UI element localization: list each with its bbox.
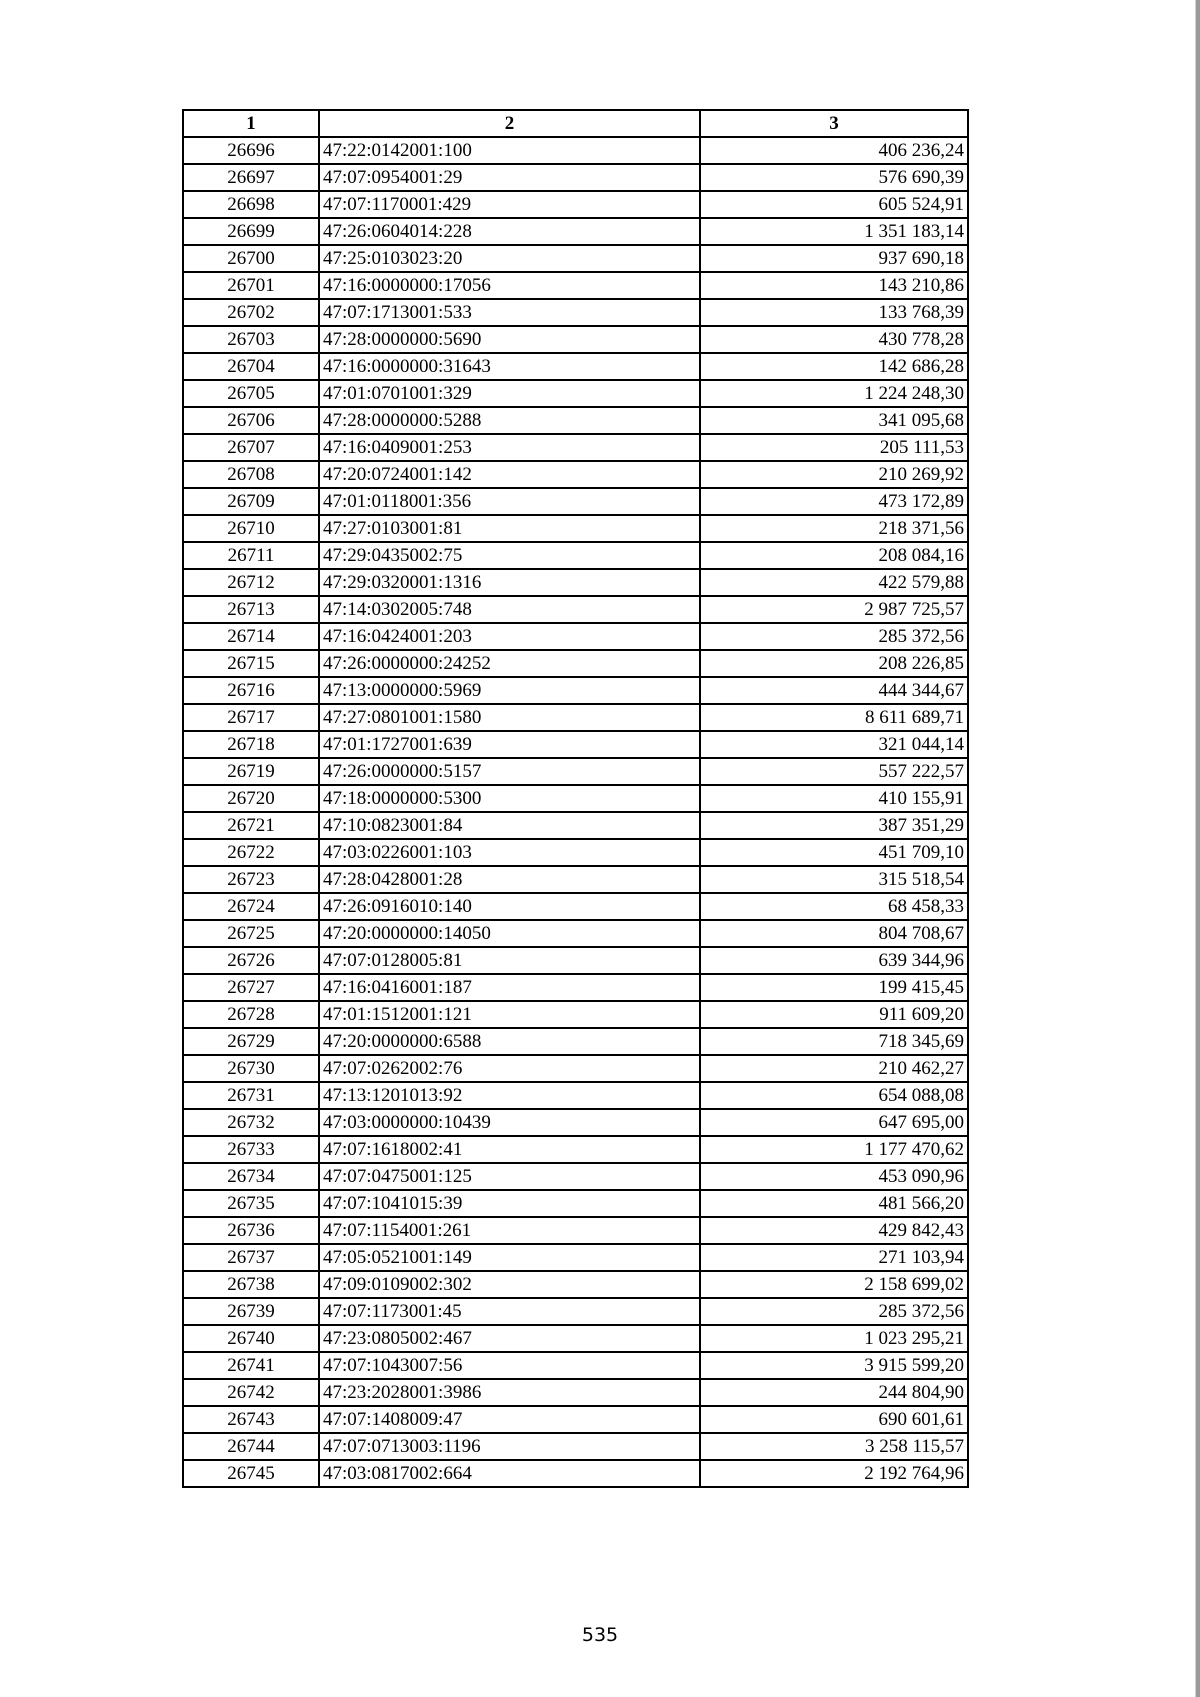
table-row (183, 272, 968, 299)
table-row (183, 353, 968, 380)
row-number-cell: 26725 (183, 920, 319, 947)
cadastral-number-cell: 47:20:0000000:14050 (319, 920, 700, 947)
cadastral-number-cell: 47:29:0435002:75 (319, 542, 700, 569)
value-cell: 430 778,28 (700, 326, 968, 353)
table-header-row (183, 110, 968, 137)
table-row (183, 866, 968, 893)
value-cell: 2 192 764,96 (700, 1460, 968, 1487)
table-row (183, 650, 968, 677)
cadastral-number-cell: 47:13:1201013:92 (319, 1082, 700, 1109)
row-number-cell: 26745 (183, 1460, 319, 1487)
table-row (183, 1406, 968, 1433)
row-number-cell: 26696 (183, 137, 319, 164)
value-cell: 690 601,61 (700, 1406, 968, 1433)
row-number-cell: 26697 (183, 164, 319, 191)
value-cell: 142 686,28 (700, 353, 968, 380)
table-row (183, 542, 968, 569)
table-body (183, 137, 968, 1487)
value-cell: 481 566,20 (700, 1190, 968, 1217)
value-cell: 429 842,43 (700, 1217, 968, 1244)
value-cell: 387 351,29 (700, 812, 968, 839)
cadastral-number-cell: 47:07:1154001:261 (319, 1217, 700, 1244)
row-number-cell: 26743 (183, 1406, 319, 1433)
table-row (183, 947, 968, 974)
value-cell: 576 690,39 (700, 164, 968, 191)
cadastral-number-cell: 47:28:0000000:5288 (319, 407, 700, 434)
value-cell: 199 415,45 (700, 974, 968, 1001)
row-number-cell: 26714 (183, 623, 319, 650)
page-edge (1196, 0, 1200, 1697)
value-cell: 911 609,20 (700, 1001, 968, 1028)
cadastral-number-cell: 47:09:0109002:302 (319, 1271, 700, 1298)
value-cell: 2 158 699,02 (700, 1271, 968, 1298)
cadastral-number-cell: 47:07:1713001:533 (319, 299, 700, 326)
table-row (183, 1055, 968, 1082)
value-cell: 1 224 248,30 (700, 380, 968, 407)
row-number-cell: 26726 (183, 947, 319, 974)
row-number-cell: 26730 (183, 1055, 319, 1082)
value-cell: 315 518,54 (700, 866, 968, 893)
cadastral-number-cell: 47:03:0000000:10439 (319, 1109, 700, 1136)
value-cell: 451 709,10 (700, 839, 968, 866)
table-row (183, 677, 968, 704)
value-cell: 244 804,90 (700, 1379, 968, 1406)
row-number-cell: 26718 (183, 731, 319, 758)
row-number-cell: 26731 (183, 1082, 319, 1109)
table-row (183, 1271, 968, 1298)
table-row (183, 704, 968, 731)
table-row (183, 1109, 968, 1136)
table-row (183, 191, 968, 218)
table-row (183, 1028, 968, 1055)
value-cell: 605 524,91 (700, 191, 968, 218)
cadastral-number-cell: 47:26:0000000:5157 (319, 758, 700, 785)
value-cell: 3 258 115,57 (700, 1433, 968, 1460)
cadastral-number-cell: 47:28:0428001:28 (319, 866, 700, 893)
value-cell: 205 111,53 (700, 434, 968, 461)
cadastral-number-cell: 47:01:0701001:329 (319, 380, 700, 407)
cadastral-number-cell: 47:16:0000000:17056 (319, 272, 700, 299)
row-number-cell: 26701 (183, 272, 319, 299)
value-cell: 410 155,91 (700, 785, 968, 812)
cadastral-number-cell: 47:07:1618002:41 (319, 1136, 700, 1163)
value-cell: 654 088,08 (700, 1082, 968, 1109)
value-cell: 804 708,67 (700, 920, 968, 947)
value-cell: 1 177 470,62 (700, 1136, 968, 1163)
table-row (183, 1190, 968, 1217)
table-row (183, 920, 968, 947)
value-cell: 208 084,16 (700, 542, 968, 569)
column-header-2: 2 (319, 110, 700, 137)
cadastral-number-cell: 47:26:0604014:228 (319, 218, 700, 245)
row-number-cell: 26709 (183, 488, 319, 515)
cadastral-number-cell: 47:20:0000000:6588 (319, 1028, 700, 1055)
cadastral-number-cell: 47:03:0226001:103 (319, 839, 700, 866)
value-cell: 422 579,88 (700, 569, 968, 596)
row-number-cell: 26716 (183, 677, 319, 704)
row-number-cell: 26720 (183, 785, 319, 812)
table-row (183, 488, 968, 515)
table-row (183, 623, 968, 650)
table-row (183, 326, 968, 353)
cadastral-number-cell: 47:28:0000000:5690 (319, 326, 700, 353)
cadastral-number-cell: 47:01:1727001:639 (319, 731, 700, 758)
cadastral-number-cell: 47:27:0103001:81 (319, 515, 700, 542)
row-number-cell: 26703 (183, 326, 319, 353)
table-row (183, 1244, 968, 1271)
data-table (182, 109, 969, 1488)
table-row (183, 434, 968, 461)
value-cell: 208 226,85 (700, 650, 968, 677)
value-cell: 8 611 689,71 (700, 704, 968, 731)
table-row (183, 380, 968, 407)
table-row (183, 515, 968, 542)
cadastral-number-cell: 47:25:0103023:20 (319, 245, 700, 272)
row-number-cell: 26742 (183, 1379, 319, 1406)
column-header-3: 3 (700, 110, 968, 137)
row-number-cell: 26729 (183, 1028, 319, 1055)
cadastral-number-cell: 47:23:2028001:3986 (319, 1379, 700, 1406)
table-row (183, 785, 968, 812)
row-number-cell: 26699 (183, 218, 319, 245)
row-number-cell: 26717 (183, 704, 319, 731)
table-row (183, 893, 968, 920)
value-cell: 718 345,69 (700, 1028, 968, 1055)
row-number-cell: 26736 (183, 1217, 319, 1244)
table-row (183, 461, 968, 488)
table-row (183, 1433, 968, 1460)
row-number-cell: 26698 (183, 191, 319, 218)
table-row (183, 1082, 968, 1109)
table-row (183, 1460, 968, 1487)
table-row (183, 1298, 968, 1325)
table-row (183, 1352, 968, 1379)
cadastral-number-cell: 47:26:0916010:140 (319, 893, 700, 920)
cadastral-number-cell: 47:07:0954001:29 (319, 164, 700, 191)
row-number-cell: 26723 (183, 866, 319, 893)
cadastral-number-cell: 47:20:0724001:142 (319, 461, 700, 488)
cadastral-number-cell: 47:07:1408009:47 (319, 1406, 700, 1433)
table-row (183, 596, 968, 623)
cadastral-number-cell: 47:16:0000000:31643 (319, 353, 700, 380)
row-number-cell: 26727 (183, 974, 319, 1001)
table-row (183, 164, 968, 191)
value-cell: 473 172,89 (700, 488, 968, 515)
cadastral-number-cell: 47:07:1043007:56 (319, 1352, 700, 1379)
table-row (183, 299, 968, 326)
page-number: 535 (581, 1624, 619, 1646)
row-number-cell: 26715 (183, 650, 319, 677)
cadastral-number-cell: 47:07:1041015:39 (319, 1190, 700, 1217)
row-number-cell: 26741 (183, 1352, 319, 1379)
cadastral-number-cell: 47:16:0409001:253 (319, 434, 700, 461)
row-number-cell: 26702 (183, 299, 319, 326)
cadastral-number-cell: 47:26:0000000:24252 (319, 650, 700, 677)
table-row (183, 758, 968, 785)
cadastral-number-cell: 47:22:0142001:100 (319, 137, 700, 164)
row-number-cell: 26740 (183, 1325, 319, 1352)
cadastral-number-cell: 47:07:0713003:1196 (319, 1433, 700, 1460)
table-row (183, 839, 968, 866)
row-number-cell: 26724 (183, 893, 319, 920)
value-cell: 647 695,00 (700, 1109, 968, 1136)
table-row (183, 137, 968, 164)
value-cell: 210 462,27 (700, 1055, 968, 1082)
table-row (183, 1379, 968, 1406)
row-number-cell: 26737 (183, 1244, 319, 1271)
cadastral-number-cell: 47:07:0128005:81 (319, 947, 700, 974)
row-number-cell: 26704 (183, 353, 319, 380)
value-cell: 639 344,96 (700, 947, 968, 974)
value-cell: 133 768,39 (700, 299, 968, 326)
cadastral-number-cell: 47:14:0302005:748 (319, 596, 700, 623)
cadastral-number-cell: 47:10:0823001:84 (319, 812, 700, 839)
column-header-1: 1 (183, 110, 319, 137)
table-row (183, 731, 968, 758)
table-row (183, 1001, 968, 1028)
table-row (183, 218, 968, 245)
table-row (183, 1136, 968, 1163)
cadastral-number-cell: 47:05:0521001:149 (319, 1244, 700, 1271)
cadastral-number-cell: 47:13:0000000:5969 (319, 677, 700, 704)
table-row (183, 974, 968, 1001)
cadastral-number-cell: 47:16:0424001:203 (319, 623, 700, 650)
cadastral-number-cell: 47:29:0320001:1316 (319, 569, 700, 596)
cadastral-number-cell: 47:23:0805002:467 (319, 1325, 700, 1352)
table-row (183, 1217, 968, 1244)
row-number-cell: 26706 (183, 407, 319, 434)
value-cell: 321 044,14 (700, 731, 968, 758)
value-cell: 68 458,33 (700, 893, 968, 920)
value-cell: 557 222,57 (700, 758, 968, 785)
row-number-cell: 26710 (183, 515, 319, 542)
row-number-cell: 26713 (183, 596, 319, 623)
cadastral-number-cell: 47:07:0262002:76 (319, 1055, 700, 1082)
value-cell: 218 371,56 (700, 515, 968, 542)
value-cell: 341 095,68 (700, 407, 968, 434)
cadastral-number-cell: 47:01:0118001:356 (319, 488, 700, 515)
table-row (183, 569, 968, 596)
row-number-cell: 26712 (183, 569, 319, 596)
row-number-cell: 26734 (183, 1163, 319, 1190)
value-cell: 3 915 599,20 (700, 1352, 968, 1379)
row-number-cell: 26719 (183, 758, 319, 785)
row-number-cell: 26732 (183, 1109, 319, 1136)
table-row (183, 245, 968, 272)
value-cell: 1 351 183,14 (700, 218, 968, 245)
cadastral-number-cell: 47:18:0000000:5300 (319, 785, 700, 812)
value-cell: 285 372,56 (700, 1298, 968, 1325)
row-number-cell: 26744 (183, 1433, 319, 1460)
table-row (183, 812, 968, 839)
cadastral-number-cell: 47:03:0817002:664 (319, 1460, 700, 1487)
value-cell: 453 090,96 (700, 1163, 968, 1190)
row-number-cell: 26700 (183, 245, 319, 272)
cadastral-number-cell: 47:16:0416001:187 (319, 974, 700, 1001)
row-number-cell: 26708 (183, 461, 319, 488)
row-number-cell: 26735 (183, 1190, 319, 1217)
cadastral-number-cell: 47:07:0475001:125 (319, 1163, 700, 1190)
table-row (183, 1325, 968, 1352)
value-cell: 285 372,56 (700, 623, 968, 650)
row-number-cell: 26738 (183, 1271, 319, 1298)
value-cell: 210 269,92 (700, 461, 968, 488)
value-cell: 937 690,18 (700, 245, 968, 272)
row-number-cell: 26721 (183, 812, 319, 839)
table-row (183, 1163, 968, 1190)
value-cell: 406 236,24 (700, 137, 968, 164)
value-cell: 271 103,94 (700, 1244, 968, 1271)
value-cell: 143 210,86 (700, 272, 968, 299)
row-number-cell: 26711 (183, 542, 319, 569)
value-cell: 2 987 725,57 (700, 596, 968, 623)
cadastral-number-cell: 47:01:1512001:121 (319, 1001, 700, 1028)
row-number-cell: 26722 (183, 839, 319, 866)
table-row (183, 407, 968, 434)
row-number-cell: 26733 (183, 1136, 319, 1163)
cadastral-number-cell: 47:07:1173001:45 (319, 1298, 700, 1325)
row-number-cell: 26707 (183, 434, 319, 461)
row-number-cell: 26739 (183, 1298, 319, 1325)
value-cell: 444 344,67 (700, 677, 968, 704)
cadastral-number-cell: 47:07:1170001:429 (319, 191, 700, 218)
value-cell: 1 023 295,21 (700, 1325, 968, 1352)
row-number-cell: 26705 (183, 380, 319, 407)
cadastral-number-cell: 47:27:0801001:1580 (319, 704, 700, 731)
row-number-cell: 26728 (183, 1001, 319, 1028)
